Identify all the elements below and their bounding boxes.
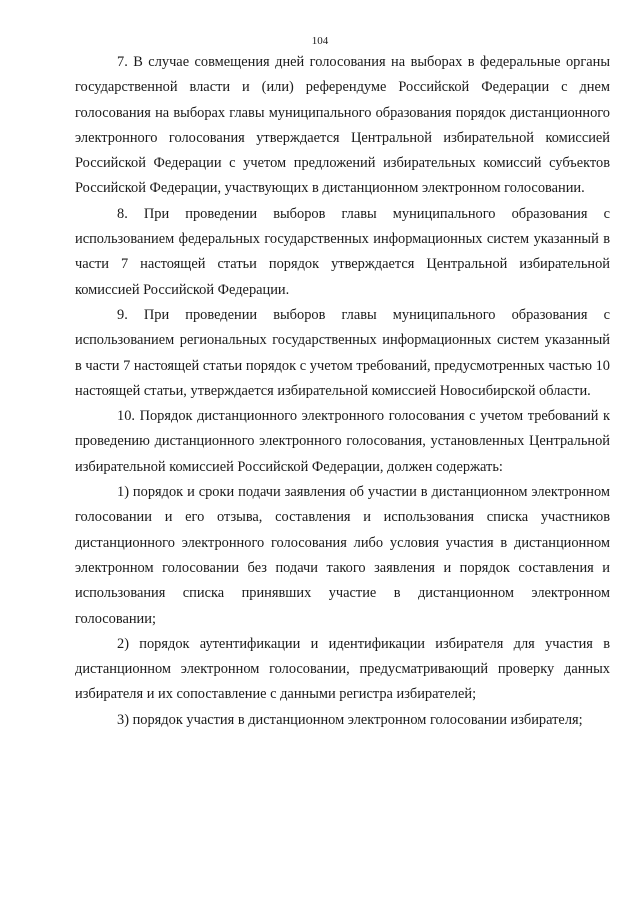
paragraph-part-7: 7. В случае совмещения дней голосования на выборах в федеральные органы государственной власти и (или) референдуме Российской Федерации с днем голосования на выборах главы муниципального образования порядок дистанционного электронного голосования утверждается Центральной избирательной комиссией Российской Федерации с учетом предложений избирательных комиссий субъектов Российской Федерации, участвующих в дистанционном электронном голосовании. bbox=[75, 54, 610, 197]
document-body bbox=[75, 50, 610, 733]
paragraph-part-9: 9. При проведении выборов главы муниципального образования с использованием региональных государственных информационных систем указанный в части 7 настоящей статьи порядок с учетом требований, предусмотренных частью 10 настоящей статьи, утверждается избирательной комиссией Новосибирской области. bbox=[75, 306, 610, 399]
list-item-1: 1) порядок и сроки подачи заявления об участии в дистанционном электронном голосовании и его отзыва, составления и использования списка участников дистанционного электронного голосования либо условия участия в дистанционном электронном голосовании без подачи такого заявления и порядок составления и использования списка принявших участие в дистанционном электронном голосовании; bbox=[75, 484, 610, 627]
list-item-2: 2) порядок аутентификации и идентификации избирателя для участия в дистанционном электронном голосовании, предусматривающий проверку данных избирателя и их сопоставление с данными регистра избирателей; bbox=[75, 635, 610, 703]
paragraph-part-10: 10. Порядок дистанционного электронного голосования с учетом требований к проведению дистанционного электронного голосования, установленных Центральной избирательной комиссией Российской Федерации, должен содержать: bbox=[75, 408, 610, 475]
page-number: 104 bbox=[311, 35, 329, 47]
paragraph-part-8: 8. При проведении выборов главы муниципального образования с использованием федеральных государственных информационных систем указанный в части 7 настоящей статьи порядок утверждается Центральной избирательной комиссией Российской Федерации. bbox=[75, 205, 610, 298]
list-item-3: 3) порядок участия в дистанционном электронном голосовании избирателя; bbox=[117, 711, 583, 728]
